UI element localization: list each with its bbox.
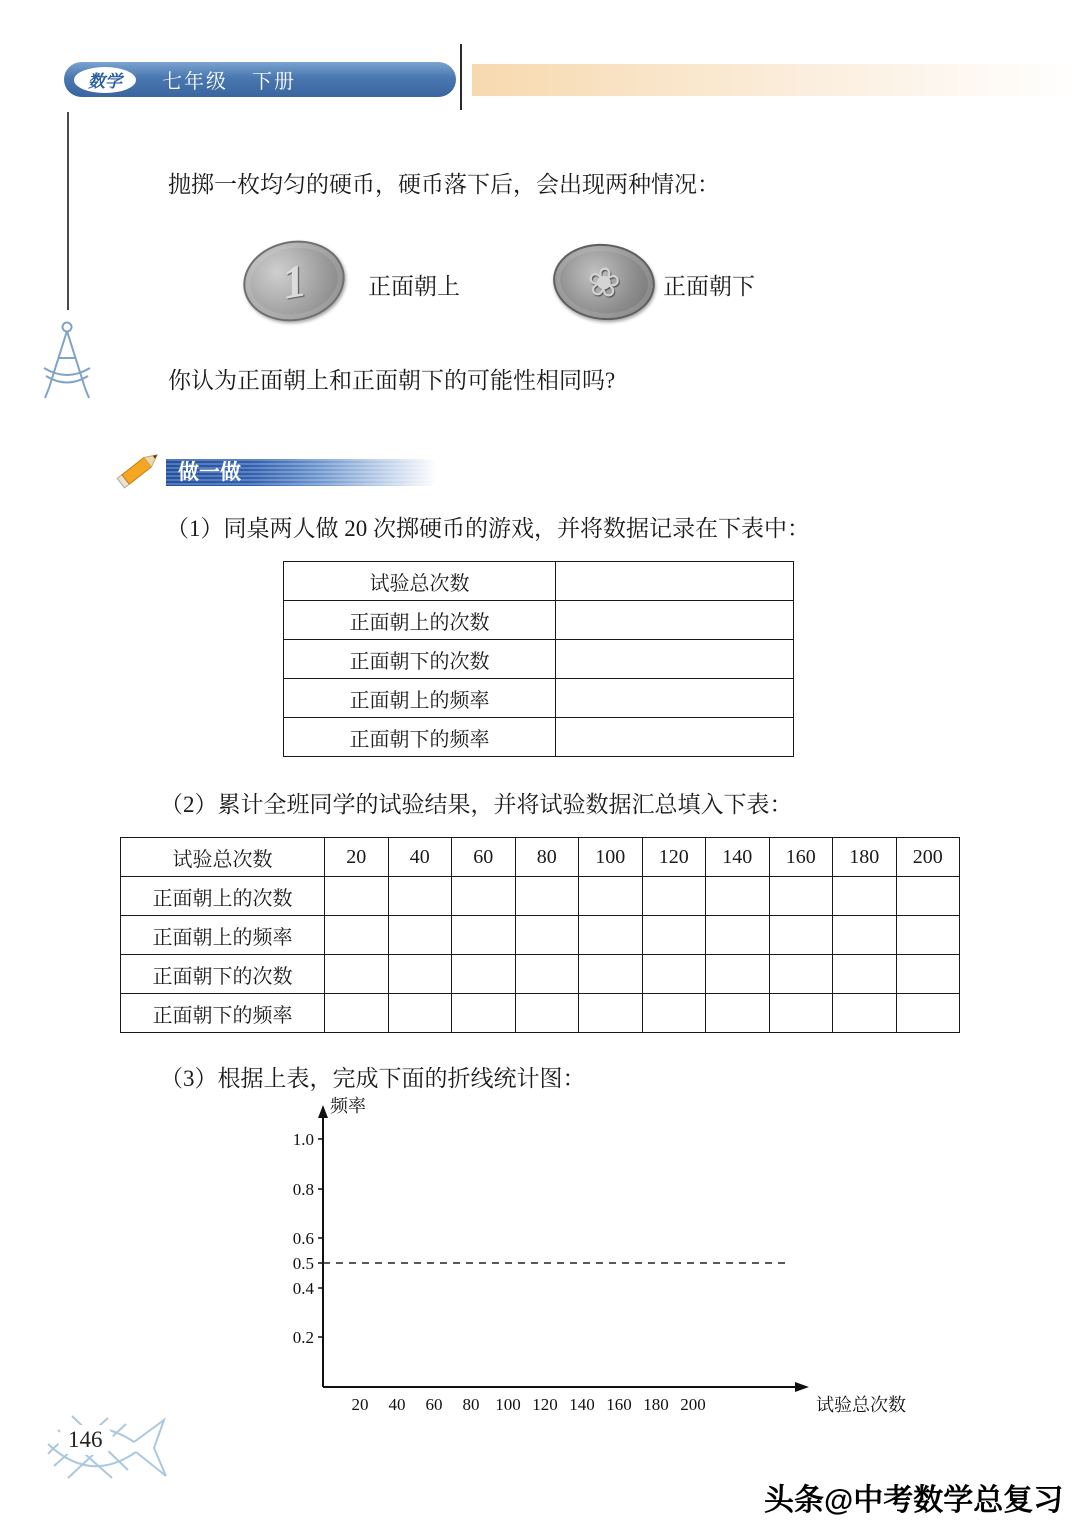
- table2-value-cell: [579, 994, 643, 1033]
- table2-value-cell: [769, 994, 833, 1033]
- header-badge: [64, 62, 456, 97]
- table1-value-cell: [556, 679, 794, 718]
- pair-experiment-table: [283, 561, 794, 757]
- table-row: [121, 838, 960, 877]
- table1-value-cell: [556, 601, 794, 640]
- table1-value-cell: [556, 718, 794, 757]
- table2-total: 120: [642, 838, 706, 877]
- table2-value-cell: [896, 994, 960, 1033]
- table2-value-cell: [579, 877, 643, 916]
- margin-rule: [67, 112, 69, 310]
- table2-value-cell: [452, 877, 516, 916]
- table-row: [121, 994, 960, 1033]
- table2-value-cell: [325, 916, 389, 955]
- table-row: [284, 562, 794, 601]
- y-tick-label: 0.4: [292, 1279, 314, 1298]
- coin-tails-label: 正面朝下: [663, 274, 755, 299]
- intro-question: 你认为正面朝上和正面朝下的可能性相同吗?: [168, 368, 616, 393]
- table1-row-label: 正面朝下的次数: [284, 640, 556, 679]
- table-row: [284, 718, 794, 757]
- table2-value-cell: [706, 955, 770, 994]
- table2-value-cell: [896, 877, 960, 916]
- header-gradient-strip: [472, 64, 1080, 96]
- table2-value-cell: [769, 877, 833, 916]
- table2-total: 100: [579, 838, 643, 877]
- x-tick-label: 80: [462, 1395, 480, 1414]
- y-tick-label: 0.2: [292, 1328, 314, 1347]
- table2-total: 60: [452, 838, 516, 877]
- table2-total: 20: [325, 838, 389, 877]
- table2-value-cell: [388, 955, 452, 994]
- table2-value-cell: [579, 955, 643, 994]
- table1-value-cell: [556, 562, 794, 601]
- table2-value-cell: [833, 877, 897, 916]
- table2-value-cell: [579, 916, 643, 955]
- table2-value-cell: [452, 916, 516, 955]
- table2-corner-label: 试验总次数: [121, 838, 325, 877]
- table2-value-cell: [325, 955, 389, 994]
- x-tick-label: 180: [643, 1395, 669, 1414]
- step3-text: （3）根据上表，完成下面的折线统计图：: [160, 1066, 586, 1091]
- y-tick-label: 0.5: [292, 1254, 314, 1273]
- table2-value-cell: [833, 994, 897, 1033]
- x-tick-label: 100: [495, 1395, 521, 1414]
- coin-tails-image: [549, 239, 658, 325]
- chart-ylabel: 频率: [330, 1096, 366, 1116]
- table2-value-cell: [325, 994, 389, 1033]
- y-tick-label: 1.0: [292, 1130, 314, 1149]
- table-row: [284, 679, 794, 718]
- table2-value-cell: [706, 916, 770, 955]
- table1-row-label: 正面朝下的频率: [284, 718, 556, 757]
- table2-value-cell: [452, 955, 516, 994]
- x-axis-arrow: [795, 1382, 809, 1392]
- table2-value-cell: [769, 916, 833, 955]
- table2-total: 200: [896, 838, 960, 877]
- table2-total: 140: [706, 838, 770, 877]
- table2-value-cell: [706, 994, 770, 1033]
- watermark-text: 头条@中考数学总复习: [764, 1484, 1064, 1517]
- table2-total: 180: [833, 838, 897, 877]
- table2-value-cell: [896, 916, 960, 955]
- grade-label: 七年级: [162, 71, 228, 93]
- table2-value-cell: [515, 877, 579, 916]
- subject-logo: 数学: [74, 67, 136, 93]
- coin-heads-label: 正面朝上: [368, 274, 460, 299]
- table2-value-cell: [833, 916, 897, 955]
- table-row: [284, 640, 794, 679]
- table2-value-cell: [642, 955, 706, 994]
- table2-total: 40: [388, 838, 452, 877]
- table2-value-cell: [642, 994, 706, 1033]
- table2-value-cell: [833, 955, 897, 994]
- y-tick-label: 0.6: [292, 1229, 314, 1248]
- table2-value-cell: [515, 955, 579, 994]
- table2-row-label: 正面朝上的次数: [121, 877, 325, 916]
- x-tick-label: 140: [569, 1395, 595, 1414]
- x-tick-label: 200: [680, 1395, 706, 1414]
- table2-row-label: 正面朝下的频率: [121, 994, 325, 1033]
- table-row: [121, 916, 960, 955]
- table2-value-cell: [388, 916, 452, 955]
- frequency-line-chart: [268, 1092, 968, 1432]
- table-row: [284, 601, 794, 640]
- compass-icon: [34, 318, 100, 404]
- x-tick-label: 40: [388, 1395, 406, 1414]
- table1-row-label: 试验总次数: [284, 562, 556, 601]
- x-tick-label: 20: [351, 1395, 369, 1414]
- step1-text: （1）同桌两人做 20 次掷硬币的游戏，并将数据记录在下表中：: [166, 516, 810, 541]
- table2-value-cell: [452, 994, 516, 1033]
- flower-emblem-icon: ❀: [584, 257, 624, 307]
- y-tick-label: 0.8: [292, 1180, 314, 1199]
- pencil-icon: [110, 442, 168, 496]
- table2-value-cell: [388, 994, 452, 1033]
- table1-value-cell: [556, 640, 794, 679]
- chart-xlabel: 试验总次数: [816, 1395, 906, 1415]
- table2-value-cell: [769, 955, 833, 994]
- intro-text: 抛掷一枚均匀的硬币，硬币落下后，会出现两种情况：: [168, 172, 720, 197]
- table2-value-cell: [515, 994, 579, 1033]
- table2-value-cell: [896, 955, 960, 994]
- x-tick-label: 120: [532, 1395, 558, 1414]
- x-tick-label: 160: [606, 1395, 632, 1414]
- table2-value-cell: [325, 877, 389, 916]
- volume-label: 下册: [252, 71, 296, 93]
- step2-text: （2）累计全班同学的试验结果，并将试验数据汇总填入下表：: [160, 792, 793, 817]
- table1-row-label: 正面朝上的次数: [284, 601, 556, 640]
- table2-value-cell: [642, 877, 706, 916]
- table2-total: 80: [515, 838, 579, 877]
- x-tick-label: 60: [425, 1395, 443, 1414]
- class-summary-table: [120, 837, 960, 1033]
- table2-row-label: 正面朝上的频率: [121, 916, 325, 955]
- header-divider: [460, 44, 462, 110]
- table2-row-label: 正面朝下的次数: [121, 955, 325, 994]
- page-number: 146: [58, 1425, 113, 1455]
- table2-value-cell: [706, 877, 770, 916]
- table2-value-cell: [515, 916, 579, 955]
- table2-value-cell: [642, 916, 706, 955]
- table-row: [121, 877, 960, 916]
- coin-heads-face-value: 1: [278, 253, 310, 309]
- table2-total: 160: [769, 838, 833, 877]
- activity-banner: 做一做: [166, 459, 448, 486]
- coin-heads-image: [237, 233, 351, 329]
- table-row: [121, 955, 960, 994]
- table1-row-label: 正面朝上的频率: [284, 679, 556, 718]
- table2-value-cell: [388, 877, 452, 916]
